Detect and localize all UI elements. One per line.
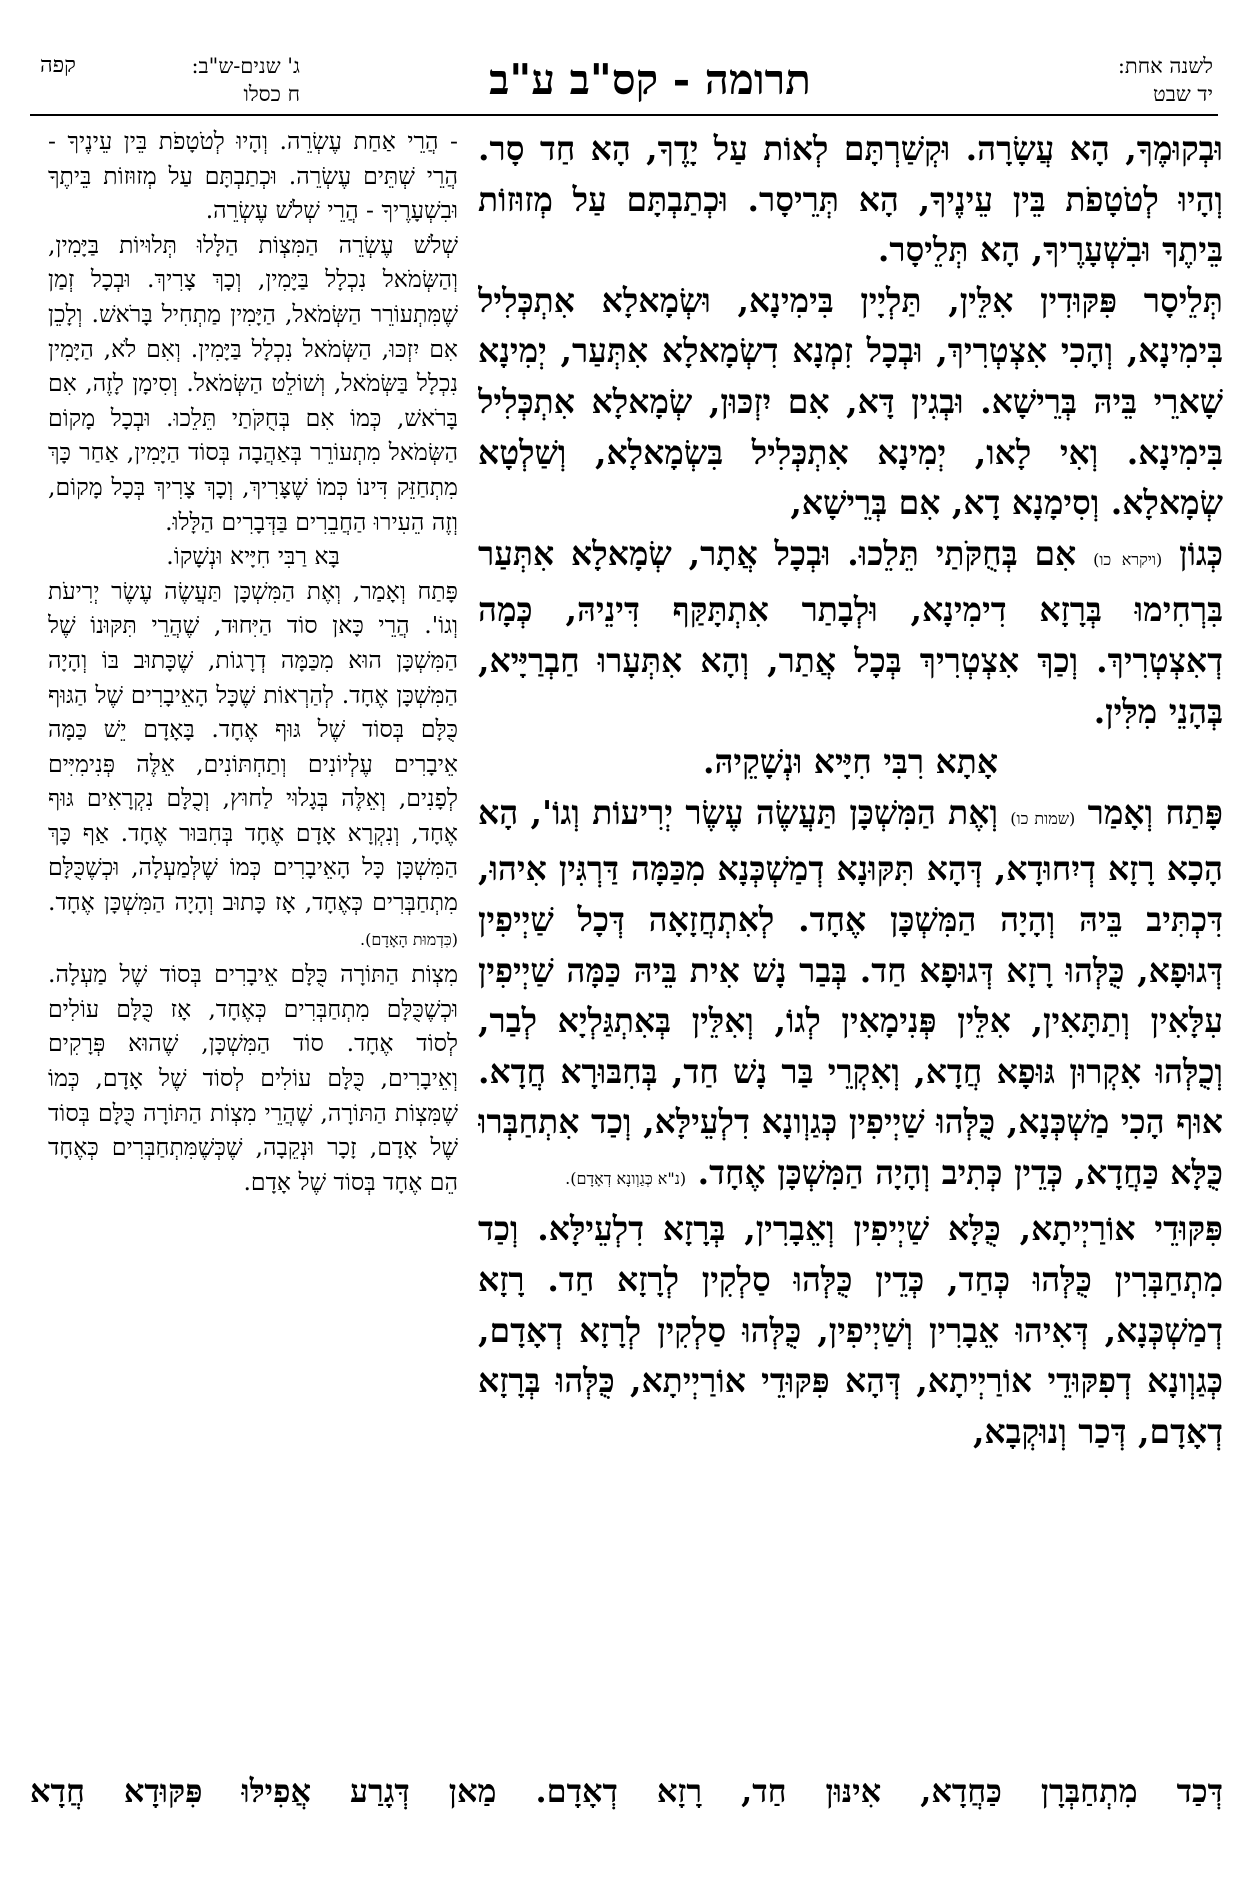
commentary-paragraph: מִצְוֹת הַתּוֹרָה כֻּלָּם אֵיבָרִים בְּסוֹד שֶׁל מַעְלָה. וּכְשֶׁכֻּלָּם מִתְחַבְּרִים כְּאֶחָד, אָז כֻּלָּם עוֹלִים לְסוֹד אֶחָד. סוֹד הַמִּשְׁכָּן, שֶׁהוּא פְּרָקִים וְאֵיבָרִים, כֻּלָּם עוֹלִים לְסוֹד שֶׁל אָדָם, כְּמוֹ שֶׁמִּצְוֹת הַתּוֹרָה, שֶׁהֲרֵי מִצְוֹת הַתּוֹרָה כֻּלָּם בְּסוֹד שֶׁל אָדָם, זָכָר וּנְקֵבָה, שֶׁכְּשֶׁמִּתְחַבְּרִים כְּאֶחָד הֵם אֶחָד בְּסוֹד שֶׁל אָדָם. xyxy=(48,960,458,1196)
bottom-continuation-line: דְּכַד מִתְחַבְּרָן כַּחֲדָא, אִינּוּן חַד, רָזָא דְאָדָם. מַאן דְּגָרַע אֲפִילּוּ פִּקּוּדָא חֲדָא xyxy=(30,1772,1223,1810)
header-divider xyxy=(30,114,1218,116)
daily-schedule-three-years: ג' שנים-ש"ב: xyxy=(191,54,300,78)
main-paragraph xyxy=(478,788,1223,1205)
main-paragraph: פִּקּוּדֵי אוֹרַיְיתָא, כֻּלָּא שַׁיְיפִין וְאֵבָרִין, בְּרָזָא דִלְעֵילָּא. וְכַד מִתְחַבְּרִין כֻּלְּהוּ כְּחַד, כְּדֵין כֻּלְּהוּ סַלְקִין לְרָזָא חַד. רָזָא דְמַשְׁכְּנָא, דְּאִיהוּ אֵבָרִין וְשַׁיְיפִין, כֻּלְּהוּ סַלְקִין לְרָזָא דְאָדָם, כְּגַוְונָא דְפִקּוּדֵי אוֹרַיְיתָא, דְּהָא פִּקּוּדֵי אוֹרַיְיתָא, כֻּלְּהוּ בְּרָזָא דְאָדָם, דְּכַר וְנוּקְבָא, xyxy=(478,1209,1223,1451)
main-text: כְּגוֹן xyxy=(1179,533,1223,573)
commentary-paragraph xyxy=(48,574,458,958)
commentary-heading: בָּא רַבִּי חִיָּיא וּנְשָׁקוֹ. xyxy=(166,542,340,571)
daily-schedule-one-year: לשנה אחת: xyxy=(1117,54,1213,78)
main-text-column xyxy=(478,124,1223,1744)
page-number: קפה xyxy=(40,53,76,78)
commentary-column xyxy=(48,124,458,1764)
page-title: תרומה - קס"ב ע"ב xyxy=(489,55,811,104)
main-text: וְאֶת הַמִּשְׁכָּן תַּעֲשֶׂה עֶשֶׂר יְרִיעוֹת וְגוֹ', הָא הָכָא רָזָא דְיִחוּדָא, דְּהָא תִּקּוּנָא דְמַשְׁכְּנָא מִכַּמָּה דַּרְגִּין אִיהוּ, דִּכְתִּיב בֵּיהּ וְהָיָה הַמִּשְׁכָּן אֶחָד. לְאִתְחֲזָאָה דְּכָל שַׁיְיפִין דְּגוּפָא, כֻּלְּהוּ רָזָא דְּגוּפָא חַד. בְּבַר נָשׁ אִית בֵּיהּ כַּמָּה שַׁיְיפִין עִלָּאִין וְתַתָּאִין, אִלֵּין פְּנִימָאִין לְגוֹ, וְאִלֵּין בְּאִתְגַּלְיָא לְבַר, וְכֻלְּהוּ אִקְרוּן גּוּפָא חֲדָא, וְאִקְרֵי בַּר נָשׁ חַד, בְּחִבּוּרָא חֲדָא. אוּף הָכִי מַשְׁכְּנָא, כֻּלְּהוּ שַׁיְיפִין כְּגַוְונָא דִלְעֵילָּא, וְכַד אִתְחַבְּרוּ כֻּלָּא כַּחֲדָא, כְּדֵין כְּתִיב וְהָיָה הַמִּשְׁכָּן אֶחָד. xyxy=(478,792,1223,1192)
main-paragraph xyxy=(478,529,1223,737)
main-paragraph: וּבְקוּמֶךָ, הָא עֲשָׂרָה. וּקְשַׁרְתָּם לְאוֹת עַל יָדֶךָ, הָא חַד סָר. וְהָיוּ לְטֹטָפֹת בֵּין עֵינֶיךָ, הָא תְּרֵיסָר. וּכְתַבְתָּם עַל מְזוּזוֹת בֵּיתֶךָ וּבִשְׁעָרֶיךָ, הָא תְּלֵיסָר. xyxy=(478,129,1223,270)
verse-reference: (ויקרא כו) xyxy=(1093,549,1163,569)
header-left xyxy=(100,52,300,108)
commentary-note: (כִּדְמוּת הָאָדָם). xyxy=(360,929,458,949)
daily-schedule-one-year-date: יד שבט xyxy=(1153,82,1213,106)
verse-reference: (שמות כו) xyxy=(1010,808,1076,828)
commentary-text: פָּתַח וְאָמַר, וְאֶת הַמִּשְׁכָּן תַּעֲשֶׂה עֶשֶׂר יְרִיעֹת וְגוֹ'. הֲרֵי כָּאן סוֹד הַיִּחוּד, שֶׁהֲרֵי תִּקּוּנוֹ שֶׁל הַמִּשְׁכָּן הוּא מִכַּמָּה דְרָגוֹת, שֶׁכָּתוּב בּוֹ וְהָיָה הַמִּשְׁכָּן אֶחָד. לְהַרְאוֹת שֶׁכָּל הָאֵיבָרִים שֶׁל הַגּוּף כֻּלָּם בְּסוֹד שֶׁל גּוּף אֶחָד. בָּאָדָם יֵשׁ כַּמָּה אֵיבָרִים עֶלְיוֹנִים וְתַחְתּוֹנִים, אֵלֶּה פְּנִימִיִּים לְפָנִים, וְאֵלֶּה בְּגָלוּי לַחוּץ, וְכֻלָּם נִקְרָאִים גּוּף אֶחָד, וְנִקְרָא אָדָם אֶחָד בְּחִבּוּר אֶחָד. אַף כָּךְ הַמִּשְׁכָּן כָּל הָאֵיבָרִים כְּמוֹ שֶׁלְּמַעְלָה, וּכְשֶׁכֻּלָּם מִתְחַבְּרִים כְּאֶחָד, אָז כָּתוּב וְהָיָה הַמִּשְׁכָּן אֶחָד. xyxy=(48,576,458,917)
commentary-paragraph: שְׁלֹשׁ עֶשְׂרֵה הַמִּצְוֹת הַלָּלוּ תְּלוּיוֹת בַּיָּמִין, וְהַשְּׂמֹאל נִכְלָל בַּיָּמִין, וְכָךְ צָרִיךְ. וּבְכָל זְמַן שֶׁמִּתְעוֹרֵר הַשְּׂמֹאל, הַיָּמִין מַתְחִיל בָּרֹאשׁ. וְלָכֵן אִם יִזְכּוּ, הַשְּׂמֹאל נִכְלָל בַּיָּמִין. וְאִם לֹא, הַיָּמִין נִכְלָל בַּשְּׂמֹאל, וְשׁוֹלֵט הַשְּׂמֹאל. וְסִימָן לָזֶה, אִם בָּרֹאשׁ, כְּמוֹ אִם בְּחֻקֹּתַי תֵּלֵכוּ. וּבְכָל מָקוֹם הַשְּׂמֹאל מִתְעוֹרֵר בְּאַהֲבָה בְּסוֹד הַיָּמִין, אַחַר כָּךְ מִתְחַזֵּק דִּינוֹ כְּמוֹ שֶׁצָּרִיךְ, וְכָךְ צָרִיךְ בְּכָל מָקוֹם, וְזֶה הֵעִירוּ הַחֲבֵרִים בַּדְּבָרִים הַלָּלוּ. xyxy=(48,230,458,536)
section-heading: אָתָא רִבִּי חִיָּיא וּנְשָׁקֵיהּ. xyxy=(702,742,999,782)
commentary-paragraph: - הֲרֵי אַחַת עֶשְׂרֵה. וְהָיוּ לְטֹטָפֹת בֵּין עֵינֶיךָ - הֲרֵי שְׁתֵּים עֶשְׂרֵה. וּכְתַבְתָּם עַל מְזוּזוֹת בֵּיתֶךָ וּבִשְׁעָרֶיךָ - הֲרֵי שְׁלֹשׁ עֶשְׂרֵה. xyxy=(48,127,458,225)
header-right xyxy=(913,52,1213,108)
main-paragraph: תְּלֵיסָר פִּקּוּדִין אִלֵּין, תַּלְיָין בִּימִינָא, וּשְׂמָאלָא אִתְכְּלִיל בִּימִינָא, וְהָכִי אִצְטְרִיךְ, וּבְכָל זִמְנָא דִשְׂמָאלָא אִתְּעַר, יְמִינָא שָׁארֵי בֵּיהּ בְּרֵישָׁא. וּבְגִין דָּא, אִם יִזְכּוּן, שְׂמָאלָא אִתְכְּלִיל בִּימִינָא. וְאִי לָאו, יְמִינָא אִתְכְּלִיל בִּשְׂמָאלָא, וְשַׁלְטָא שְׂמָאלָא. וְסִימָנָא דָא, אִם בְּרֵישָׁא, xyxy=(478,280,1223,523)
daily-schedule-three-years-date: ח כסלו xyxy=(243,82,300,106)
main-text: אִם בְּחֻקֹּתַי תֵּלֵכוּ. וּבְכָל אֲתָר, שְׂמָאלָא אִתְּעַר בִּרְחִימוּ בְּרָזָא דִימִינָא, וּלְבָתַר אִתְתָּקַּף דִּינֵיהּ, כְּמָה דְאִצְטְרִיךְ. וְכַךְ אִצְטְרִיךְ בְּכָל אֲתַר, וְהָא אִתְּעָרוּ חַבְרַיָּיא, בְּהָנֵי מִלִּין. xyxy=(478,533,1223,731)
main-text: פָּתַח וְאָמַר xyxy=(1087,792,1223,832)
alternate-reading-note: (נ"א כְּגַוְונָא דְאָדָם). xyxy=(565,1168,687,1188)
